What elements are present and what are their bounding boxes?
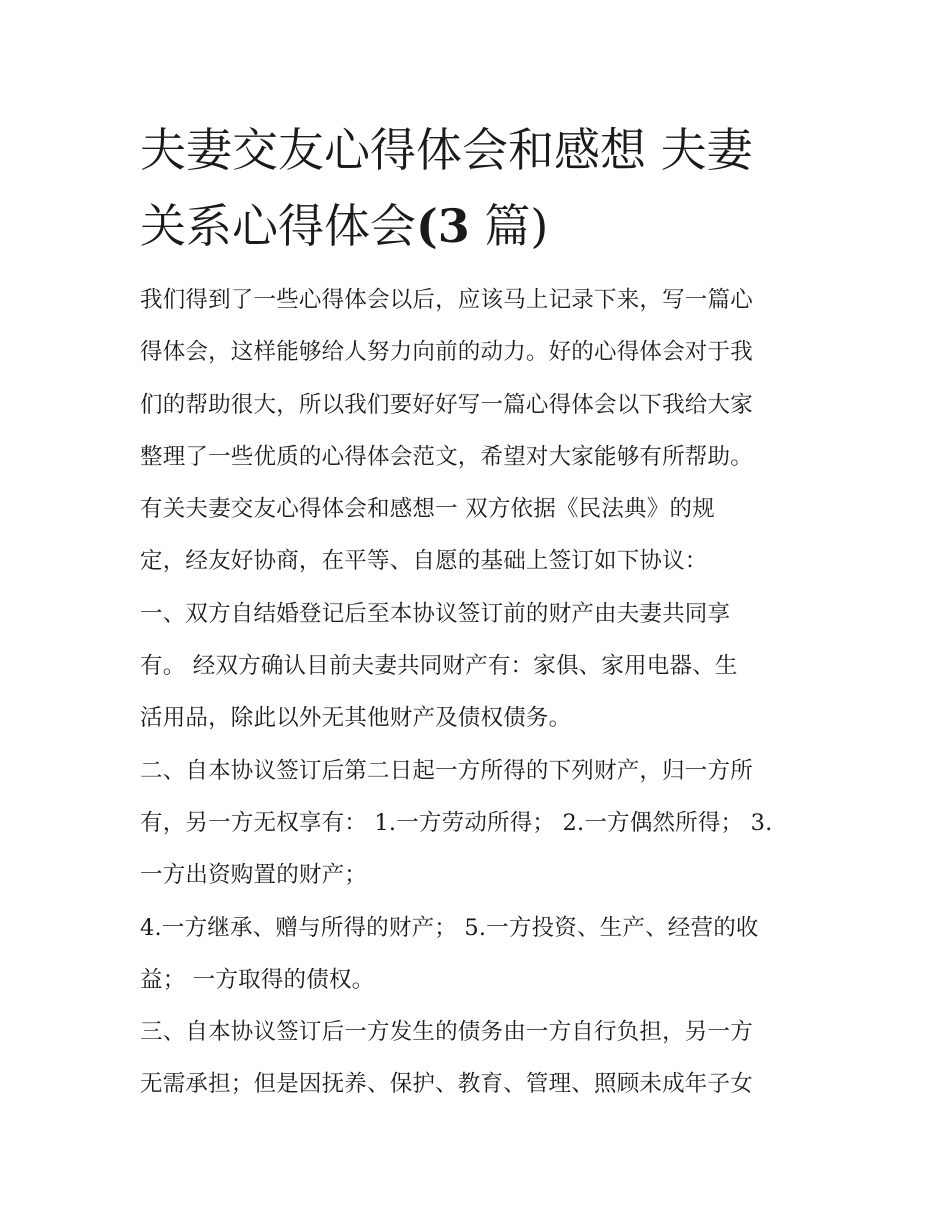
body-line: 一、双方自结婚登记后至本协议签订前的财产由夫妻共同享 [140,600,731,627]
body-line: 有，另一方无权享有： 1.一方劳动所得； 2.一方偶然所得； 3. [140,809,773,836]
body-line: 们的帮助很大，所以我们要好好写一篇心得体会以下我给大家 [140,391,753,418]
body-line: 无需承担；但是因抚养、保护、教育、管理、照顾未成年子女 [140,1071,753,1098]
title-line-2-suffix: 篇) [469,199,549,253]
body-line: 一方出资购置的财产； [140,862,368,889]
title-line-2-prefix: 关系心得体会 [140,199,416,253]
title-line-2-num: (3 [416,199,470,253]
body-line: 我们得到了一些心得体会以后，应该马上记录下来，写一篇心 [140,287,753,313]
body-line: 益； 一方取得的债权。 [140,966,375,993]
body-line: 二、自本协议签订后第二日起一方所得的下列财产，归一方所 [140,757,753,784]
title-line-1: 夫妻交友心得体会和感想 夫妻 [140,123,753,177]
body-line: 4.一方继承、赠与所得的财产； 5.一方投资、生产、经营的收 [140,914,759,941]
body-line: 得体会，这样能够给人努力向前的动力。好的心得体会对于我 [140,339,753,366]
document-title [140,112,830,264]
body-line: 定，经友好协商，在平等、自愿的基础上签订如下协议： [140,548,708,575]
body-line: 有关夫妻交友心得体会和感想一 双方依据《民法典》的规 [140,496,715,523]
document-body [140,274,830,1111]
title-line-2 [140,188,830,264]
body-line: 整理了一些优质的心得体会范文，希望对大家能够有所帮助。 [140,443,753,470]
body-line: 三、自本协议签订后一方发生的债务由一方自行负担，另一方 [140,1019,753,1046]
body-line: 活用品，除此以外无其他财产及债权债务。 [140,705,572,732]
body-line: 有。 经双方确认目前夫妻共同财产有：家俱、家用电器、生 [140,653,738,680]
